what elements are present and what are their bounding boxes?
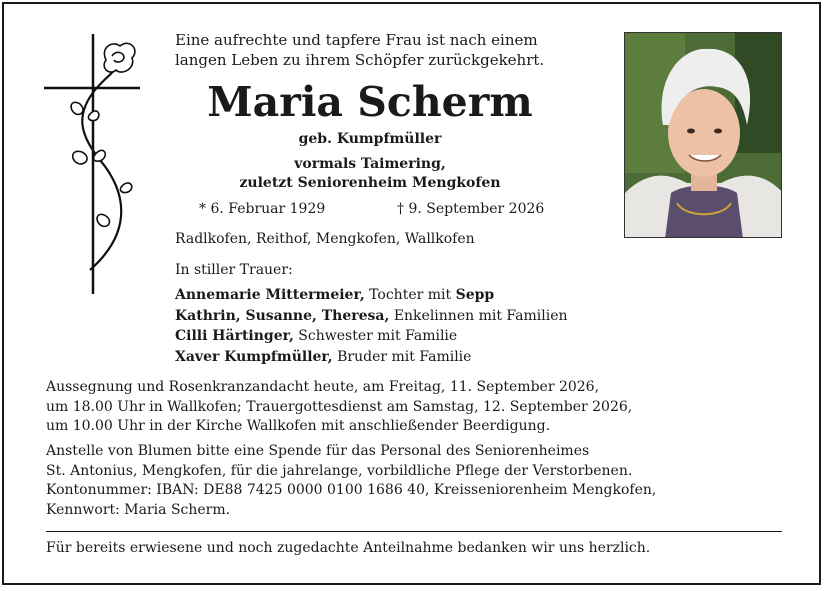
- service-line: um 10.00 Uhr in der Kirche Wallkofen mit anschließender Beerdigung.: [46, 418, 551, 434]
- intro-line: langen Leben zu ihrem Schöpfer zurückgekehrt.: [175, 51, 545, 69]
- mourner-row: [175, 306, 615, 327]
- service-line: um 18.00 Uhr in Wallkofen; Trauergottesdienst am Samstag, 12. September 2026,: [46, 398, 633, 415]
- mourner-relation: Tochter mit: [364, 287, 456, 303]
- donation-info: [46, 442, 786, 520]
- mourning-label: In stiller Trauer:: [175, 262, 293, 278]
- mourner-relation: Enkelinnen mit Familien: [389, 307, 568, 324]
- formerly-line: zuletzt Seniorenheim Mengkofen: [239, 175, 501, 191]
- deceased-name: Maria Scherm: [207, 78, 533, 126]
- mourners-list: [175, 285, 615, 367]
- death-date: † 9. September 2026: [397, 201, 545, 217]
- mourner-name: Kathrin, Susanne, Theresa,: [175, 307, 390, 324]
- mourner-row: [175, 347, 615, 368]
- places-line: Radlkofen, Reithof, Mengkofen, Wallkofen: [175, 231, 475, 247]
- mourner-row: [175, 285, 615, 306]
- formerly-line: vormals Taimering,: [294, 156, 446, 172]
- maiden-name: geb. Kumpfmüller: [298, 131, 442, 147]
- donation-line: Kennwort: Maria Scherm.: [46, 501, 231, 518]
- portrait-illustration: [625, 33, 782, 238]
- mourner-row: [175, 326, 615, 347]
- portrait-photo: [624, 32, 782, 238]
- donation-line: St. Antonius, Mengkofen, für die jahrelange, vorbildliche Pflege der Verstorbenen.: [46, 462, 633, 479]
- mourner-name: Cilli Härtinger,: [175, 328, 294, 344]
- cross-with-rose-icon: [40, 30, 150, 298]
- intro-text: [175, 30, 615, 70]
- mourner-name: Xaver Kumpfmüller,: [175, 348, 333, 365]
- service-info: [46, 378, 786, 437]
- birth-date: * 6. Februar 1929: [199, 201, 326, 217]
- mourner-relation: Schwester mit Familie: [293, 328, 458, 344]
- formerly-residence: [175, 155, 565, 193]
- service-line: Aussegnung und Rosenkranzandacht heute, am Freitag, 11. September 2026,: [46, 379, 600, 395]
- mourner-name: Annemarie Mittermeier,: [175, 287, 365, 303]
- intro-line: Eine aufrechte und tapfere Frau ist nach einem: [175, 31, 538, 49]
- mourner-extra: Sepp: [455, 287, 495, 303]
- donation-line: Kontonummer: IBAN: DE88 7425 0000 0100 1686 40, Kreisseniorenheim Mengkofen,: [46, 482, 657, 498]
- mourner-relation: Bruder mit Familie: [332, 348, 472, 365]
- divider: [46, 531, 782, 532]
- thanks-text: Für bereits erwiesene und noch zugedachte Anteilnahme bedanken wir uns herzlich.: [46, 540, 651, 556]
- donation-line: Anstelle von Blumen bitte eine Spende für das Personal des Seniorenheimes: [46, 443, 590, 459]
